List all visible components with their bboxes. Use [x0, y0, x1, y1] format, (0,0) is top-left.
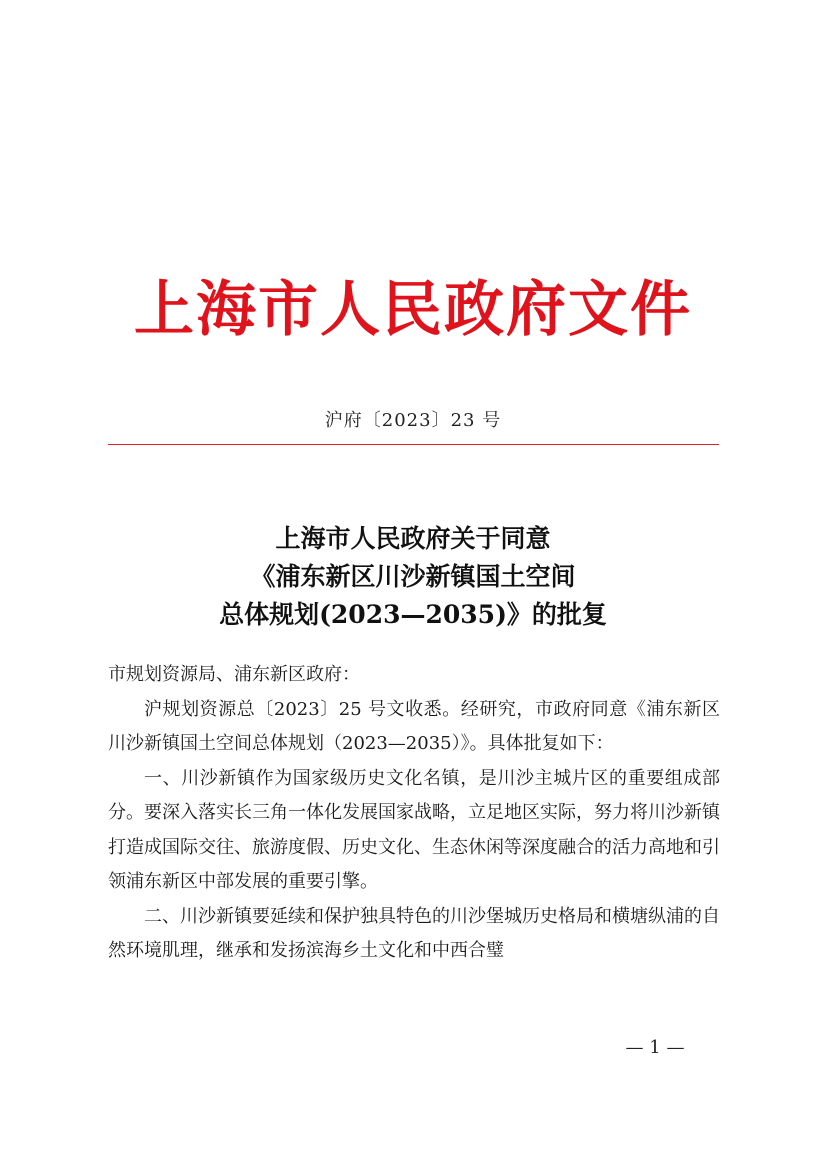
body-paragraph-3: 二、川沙新镇要延续和保护独具特色的川沙堡城历史格局和横塘纵浦的自然环境肌理，继承和发扬滨海乡土文化和中西合璧: [108, 905, 720, 961]
red-divider-line: [108, 444, 719, 445]
document-body: [108, 658, 720, 969]
document-title: [0, 520, 826, 634]
title-line-3: 总体规划(2023—2035)》的批复: [219, 600, 607, 629]
document-masthead: 上海市人民政府文件: [134, 275, 692, 345]
body-paragraph-2: 一、川沙新镇作为国家级历史文化名镇，是川沙主城片区的重要组成部分。要深入落实长三角一体化发展国家战略，立足地区实际，努力将川沙新镇打造成国际交往、旅游度假、历史文化、生态休闲等深度融合的活力高地和引领浦东新区中部发展的重要引擎。: [108, 767, 720, 892]
title-line-1: 上海市人民政府关于同意: [275, 524, 551, 553]
recipients-line: 市规划资源局、浦东新区政府：: [108, 664, 360, 685]
document-number: 沪府〔2023〕23 号: [324, 410, 502, 431]
body-paragraph-1: 沪规划资源总〔2023〕25 号文收悉。经研究，市政府同意《浦东新区川沙新镇国土空间总体规划（2023—2035）》。具体批复如下：: [108, 698, 720, 754]
page-number: — 1 —: [625, 1037, 685, 1058]
title-line-2: 《浦东新区川沙新镇国土空间: [250, 562, 576, 591]
